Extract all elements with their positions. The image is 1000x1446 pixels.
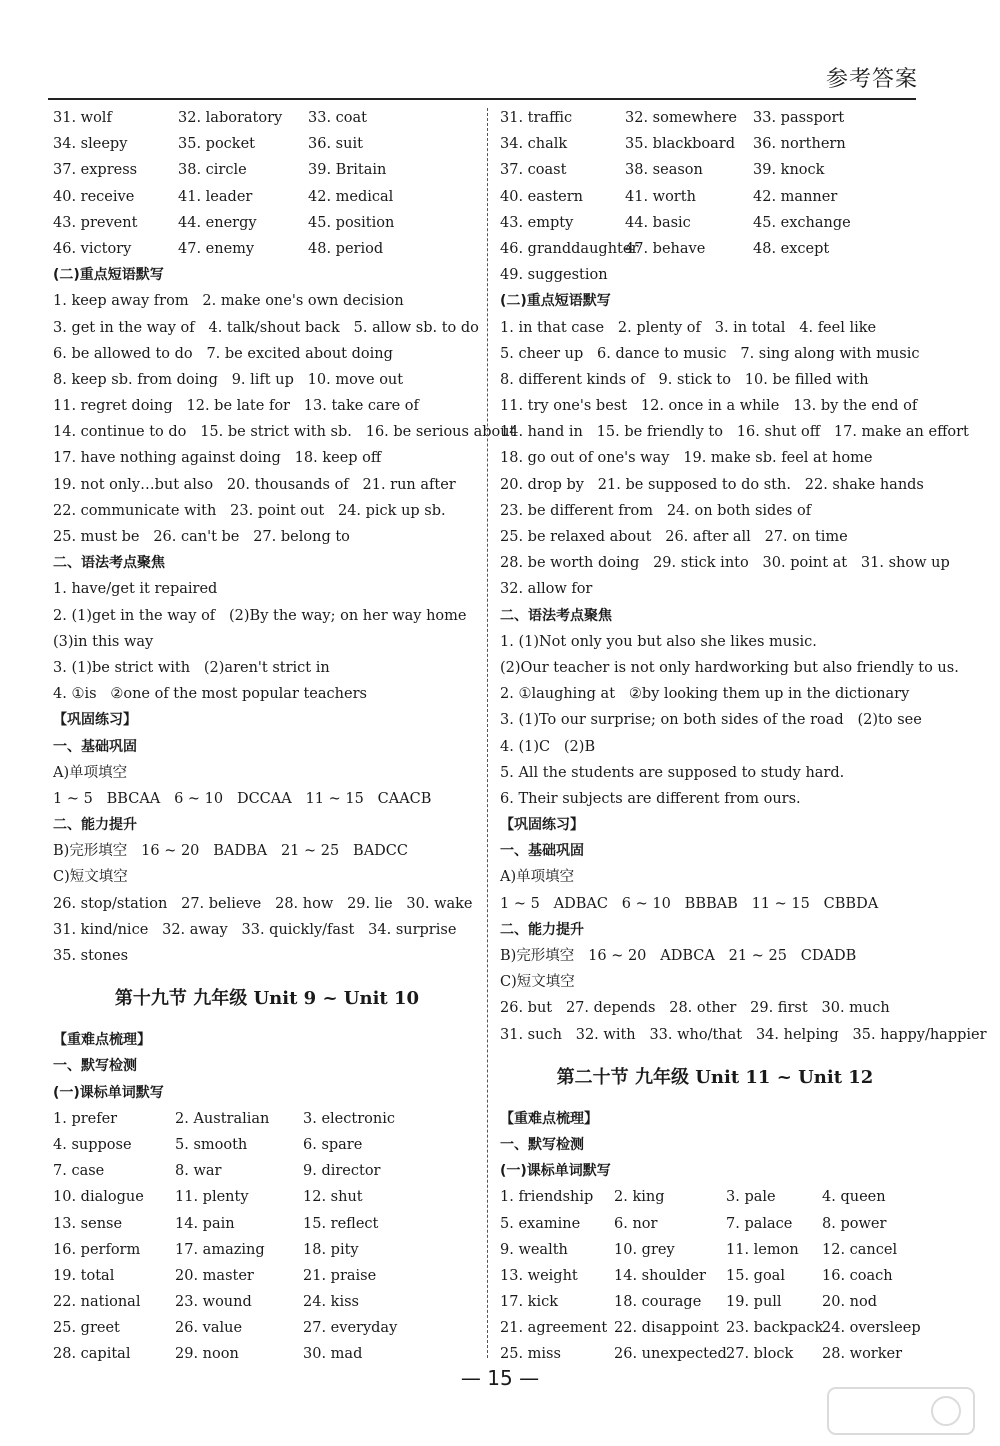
answer-row <box>500 1289 930 1315</box>
answer-line: 32. allow for <box>500 581 593 598</box>
answer-row <box>53 210 481 236</box>
answer-line: 31. such 32. with 33. who/that 34. helping 35. happy/happier <box>500 1026 987 1043</box>
section-heading: 一、基础巩固 <box>53 738 137 755</box>
answer-item: 13. weight <box>500 1267 578 1284</box>
answer-row <box>53 1132 481 1158</box>
answer-line: 3. (1)be strict with (2)aren't strict in <box>53 659 330 676</box>
answer-item: 13. sense <box>53 1215 123 1232</box>
answer-item: 31. wolf <box>53 110 112 126</box>
answer-item: 3. pale <box>726 1189 776 1206</box>
answer-line: 6. Their subjects are different from ours. <box>500 790 801 807</box>
answer-line: B)完形填空 16 ~ 20 BADBA 21 ~ 25 BADCC <box>53 843 408 860</box>
answer-item: 2. Australian <box>175 1110 270 1127</box>
answer-line: 14. hand in 15. be friendly to 16. shut off 17. make an effort <box>500 424 969 441</box>
answer-item: 25. miss <box>500 1346 561 1363</box>
answer-item: 16. coach <box>822 1267 893 1284</box>
answer-line: 18. go out of one's way 19. make sb. feel at home <box>500 450 873 467</box>
answer-item: 22. disappoint <box>614 1320 719 1337</box>
answer-row <box>53 105 481 131</box>
answer-item: 43. empty <box>500 214 574 231</box>
answer-item: 26. unexpected <box>614 1346 727 1363</box>
answer-item: 35. blackboard <box>625 136 736 153</box>
answer-row <box>500 1341 930 1367</box>
answer-row <box>500 210 930 236</box>
answer-item: 33. coat <box>308 110 367 126</box>
answer-line: 11. regret doing 12. be late for 13. take care of <box>53 398 419 415</box>
answer-item: 10. dialogue <box>53 1189 144 1206</box>
section-heading: 二、语法考点聚焦 <box>53 555 165 572</box>
answer-item: 22. national <box>53 1294 141 1311</box>
answer-line: 3. (1)To our surprise; on both sides of the road (2)to see <box>500 712 922 729</box>
answer-line: 1 ~ 5 ADBAC 6 ~ 10 BBBAB 11 ~ 15 CBBDA <box>500 895 879 912</box>
answer-row <box>500 184 930 210</box>
answer-item: 24. oversleep <box>822 1320 921 1337</box>
answer-line: 22. communicate with 23. point out 24. pick up sb. <box>53 502 446 519</box>
answer-item: 28. capital <box>53 1346 131 1363</box>
section-heading: 一、基础巩固 <box>500 843 584 860</box>
answer-line: 6. be allowed to do 7. be excited about doing <box>53 345 393 362</box>
answer-item: 18. courage <box>614 1294 702 1311</box>
answer-item: 36. suit <box>308 136 363 153</box>
answer-item: 32. somewhere <box>625 110 738 126</box>
answer-item: 3. electronic <box>303 1110 395 1127</box>
answer-item: 41. leader <box>178 188 253 205</box>
answer-item: 27. everyday <box>303 1320 398 1337</box>
answer-item: 25. greet <box>53 1320 120 1337</box>
section-heading: 【巩固练习】 <box>53 712 137 729</box>
answer-item: 18. pity <box>303 1241 359 1258</box>
right-column <box>500 105 987 1368</box>
answer-item: 34. chalk <box>500 136 568 153</box>
answer-line: (3)in this way <box>53 633 154 650</box>
answer-row <box>500 1315 930 1341</box>
answer-row <box>53 1289 481 1315</box>
answer-row <box>500 1211 930 1237</box>
answer-row <box>500 236 930 262</box>
answer-line: 26. but 27. depends 28. other 29. first 30. much <box>500 1000 890 1017</box>
section-title: 第十九节 九年级 Unit 9 ~ Unit 10 <box>114 988 420 1010</box>
watermark-logo <box>826 1386 976 1436</box>
page-header-title: 参考答案 <box>825 67 918 92</box>
answer-item: 40. receive <box>53 188 135 205</box>
answer-row <box>53 1158 481 1184</box>
answer-item: 48. period <box>308 240 384 257</box>
answer-line: 2. ①laughing at ②by looking them up in the dictionary <box>500 686 910 703</box>
answer-line: 19. not only…but also 20. thousands of 21. run after <box>53 476 456 493</box>
answer-item: 23. backpack <box>726 1320 824 1337</box>
answer-item: 7. palace <box>726 1215 793 1232</box>
answer-item: 35. pocket <box>178 136 255 153</box>
answer-item: 20. master <box>175 1267 254 1284</box>
answer-line: 17. have nothing against doing 18. keep off <box>53 450 382 467</box>
answer-item: 20. nod <box>822 1294 878 1311</box>
answer-item: 17. kick <box>500 1294 558 1311</box>
answer-line: 2. (1)get in the way of (2)By the way; on her way home <box>53 607 467 624</box>
answer-item: 39. Britain <box>308 162 387 179</box>
answer-item: 19. pull <box>726 1294 782 1311</box>
answer-row <box>500 105 930 131</box>
answer-item: 43. prevent <box>53 214 138 231</box>
answer-item: 27. block <box>726 1346 794 1363</box>
section-heading: 二、能力提升 <box>500 921 584 938</box>
answer-line: 1. (1)Not only you but also she likes music. <box>500 633 817 650</box>
answer-item: 14. shoulder <box>614 1267 706 1284</box>
answer-item: 45. position <box>308 214 395 231</box>
answer-item: 44. energy <box>178 214 257 231</box>
answer-item: 38. circle <box>178 162 247 179</box>
answer-line: 4. (1)C (2)B <box>500 738 596 755</box>
answer-item: 9. director <box>303 1163 381 1180</box>
section-heading: 一、默写检测 <box>500 1136 584 1153</box>
answer-item: 46. granddaughter <box>500 240 639 257</box>
answer-item: 45. exchange <box>753 214 851 231</box>
answer-line: 3. get in the way of 4. talk/shout back 5. allow sb. to do <box>53 319 479 336</box>
answer-item: 24. kiss <box>303 1294 359 1311</box>
section-title: 第二十节 九年级 Unit 11 ~ Unit 12 <box>556 1066 874 1088</box>
answer-item: 15. reflect <box>303 1215 379 1232</box>
answer-item: 10. grey <box>614 1241 675 1258</box>
answer-item: 4. suppose <box>53 1136 132 1153</box>
answer-item: 32. laboratory <box>178 110 283 126</box>
answer-line: 23. be different from 24. on both sides of <box>500 502 812 519</box>
section-heading: 二、能力提升 <box>53 817 137 834</box>
answer-item: 28. worker <box>822 1346 903 1363</box>
answer-item: 30. mad <box>303 1346 363 1363</box>
answer-item: 7. case <box>53 1163 105 1180</box>
section-heading: (二)重点短语默写 <box>53 267 164 284</box>
answer-row <box>500 131 930 157</box>
answer-item: 23. wound <box>175 1294 252 1311</box>
answer-item: 5. smooth <box>175 1136 248 1153</box>
answer-item: 46. victory <box>53 240 132 257</box>
answer-line: 4. ①is ②one of the most popular teachers <box>53 686 367 703</box>
answer-line: 1. have/get it repaired <box>53 581 218 598</box>
answer-row <box>500 1237 930 1263</box>
answer-row <box>53 1211 481 1237</box>
answer-item: 12. cancel <box>822 1241 898 1258</box>
answer-item: 19. total <box>53 1267 115 1284</box>
answer-item: 38. season <box>625 162 703 179</box>
header-rule <box>48 98 916 100</box>
answer-line: 14. continue to do 15. be strict with sb. 16. be serious about <box>53 424 516 441</box>
answer-item: 5. examine <box>500 1215 581 1232</box>
answer-line: 5. cheer up 6. dance to music 7. sing along with music <box>500 345 920 362</box>
answer-line: 26. stop/station 27. believe 28. how 29. lie 30. wake <box>53 895 473 912</box>
answer-item: 4. queen <box>822 1189 886 1206</box>
answer-row <box>53 157 481 183</box>
answer-row <box>53 131 481 157</box>
answer-item: 33. passport <box>753 110 845 126</box>
section-heading: (一)课标单词默写 <box>500 1163 611 1180</box>
answer-item: 9. wealth <box>500 1241 568 1258</box>
answer-line: 1 ~ 5 BBCAA 6 ~ 10 DCCAA 11 ~ 15 CAACB <box>53 790 432 807</box>
answer-item: 1. prefer <box>53 1110 118 1127</box>
answer-line: 1. keep away from 2. make one's own decision <box>53 293 404 310</box>
answer-row <box>500 1184 930 1210</box>
answer-item: 6. nor <box>614 1215 658 1232</box>
answer-item: 37. express <box>53 162 138 179</box>
answer-item: 17. amazing <box>175 1241 265 1258</box>
section-heading: 【巩固练习】 <box>500 817 584 834</box>
answer-item: 41. worth <box>625 188 696 205</box>
section-heading: (二)重点短语默写 <box>500 293 611 310</box>
answer-item: 26. value <box>175 1320 243 1337</box>
answer-item: 44. basic <box>625 214 691 231</box>
answer-item: 39. knock <box>753 162 825 179</box>
answer-item: 47. enemy <box>178 240 255 257</box>
page-number: — 15 — <box>460 1366 540 1390</box>
answer-row <box>53 1315 481 1341</box>
answer-item: 21. praise <box>303 1267 377 1284</box>
answer-row <box>53 1263 481 1289</box>
answer-line: 11. try one's best 12. once in a while 13. by the end of <box>500 398 918 415</box>
answer-item: 1. friendship <box>500 1189 594 1206</box>
section-heading: 【重难点梳理】 <box>53 1032 151 1049</box>
answer-line: 35. stones <box>53 948 129 964</box>
answer-line: C)短文填空 <box>53 869 128 886</box>
answer-item: 47. behave <box>625 240 706 257</box>
answer-line: (2)Our teacher is not only hardworking but also friendly to us. <box>500 659 959 676</box>
answer-line: 28. be worth doing 29. stick into 30. point at 31. show up <box>500 555 950 572</box>
left-column <box>53 105 516 1368</box>
answer-line: 8. different kinds of 9. stick to 10. be filled with <box>500 371 869 388</box>
answer-item: 16. perform <box>53 1241 141 1258</box>
answer-row <box>500 1263 930 1289</box>
answer-line: 25. must be 26. can't be 27. belong to <box>53 529 350 545</box>
section-heading: (一)课标单词默写 <box>53 1084 164 1101</box>
answer-item: 48. except <box>753 240 830 257</box>
answer-item: 14. pain <box>175 1215 235 1232</box>
answer-item: 34. sleepy <box>53 136 128 153</box>
answer-line: 5. All the students are supposed to study hard. <box>500 764 845 781</box>
answer-line: 49. suggestion <box>500 267 608 284</box>
answer-item: 12. shut <box>303 1189 363 1206</box>
answer-row <box>53 1237 481 1263</box>
answer-line: A)单项填空 <box>53 764 128 781</box>
answer-line: 8. keep sb. from doing 9. lift up 10. move out <box>53 371 404 388</box>
answer-line: 1. in that case 2. plenty of 3. in total 4. feel like <box>500 319 877 336</box>
answer-item: 42. manner <box>753 188 838 205</box>
answer-item: 15. goal <box>726 1267 785 1284</box>
answer-item: 42. medical <box>308 188 394 205</box>
answer-item: 29. noon <box>175 1346 239 1363</box>
answer-row <box>53 1106 481 1132</box>
column-divider <box>487 108 488 1358</box>
answer-item: 36. northern <box>753 136 846 153</box>
answer-item: 40. eastern <box>500 188 584 205</box>
answer-item: 8. war <box>175 1163 222 1180</box>
answer-item: 11. lemon <box>726 1241 799 1258</box>
answer-row <box>53 184 481 210</box>
answer-row <box>53 1184 481 1210</box>
section-heading: 一、默写检测 <box>53 1058 137 1075</box>
answer-item: 2. king <box>614 1189 665 1206</box>
answer-row <box>500 157 930 183</box>
answer-item: 6. spare <box>303 1136 363 1153</box>
answer-item: 37. coast <box>500 162 567 179</box>
answer-item: 8. power <box>822 1215 887 1232</box>
answer-item: 31. traffic <box>500 110 573 126</box>
answer-item: 21. agreement <box>500 1320 608 1337</box>
answer-line: 25. be relaxed about 26. after all 27. on time <box>500 529 848 545</box>
answer-line: A)单项填空 <box>500 869 575 886</box>
answer-item: 11. plenty <box>175 1189 249 1206</box>
answer-line: C)短文填空 <box>500 974 575 991</box>
answer-row <box>53 1341 481 1367</box>
answer-row <box>53 236 481 262</box>
answer-line: 20. drop by 21. be supposed to do sth. 22. shake hands <box>500 476 924 493</box>
answer-line: 31. kind/nice 32. away 33. quickly/fast 34. surprise <box>53 921 457 938</box>
answer-line: B)完形填空 16 ~ 20 ADBCA 21 ~ 25 CDADB <box>500 948 857 964</box>
section-heading: 二、语法考点聚焦 <box>500 607 612 624</box>
section-heading: 【重难点梳理】 <box>500 1110 598 1127</box>
